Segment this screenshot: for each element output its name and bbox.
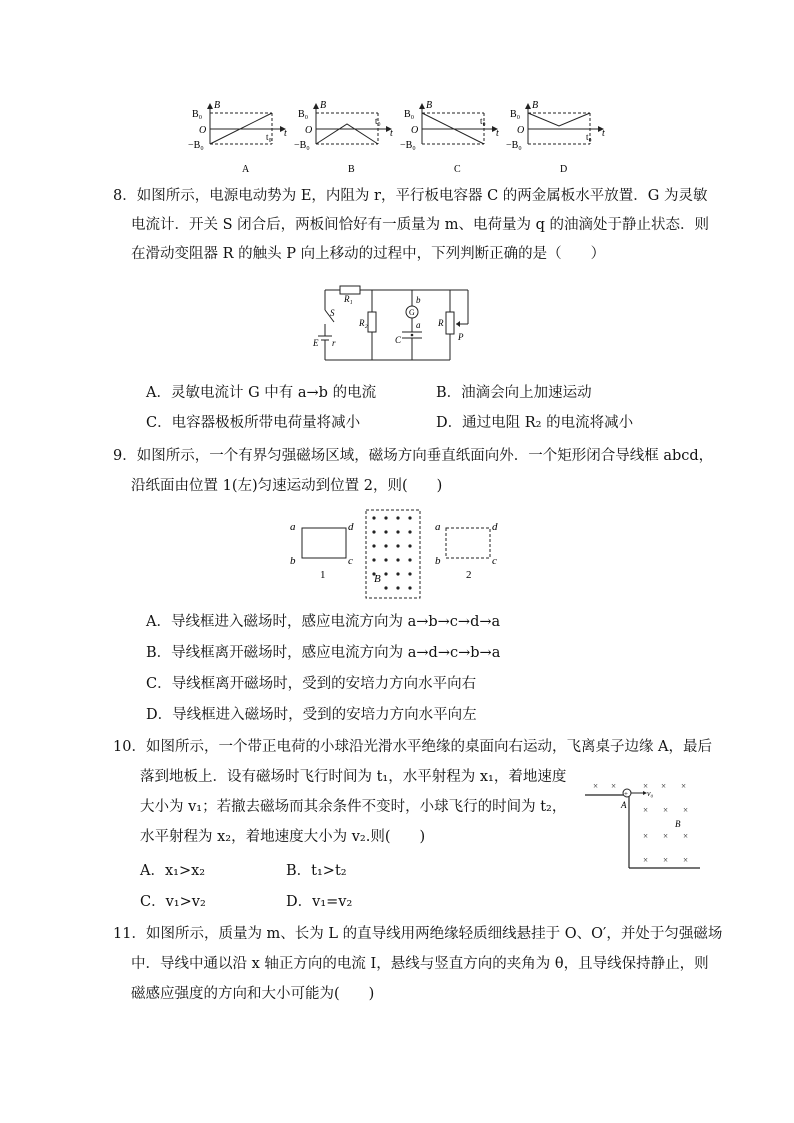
field-dot — [408, 572, 411, 575]
graph-a-t: t — [284, 128, 287, 139]
field-dot — [396, 586, 399, 589]
graph-b-negb0: −B₀ — [294, 140, 310, 151]
fig9-b2: b — [435, 555, 441, 567]
graph-c-negb0: −B₀ — [400, 140, 416, 151]
field-dot — [372, 530, 375, 533]
graph-d-t0: t₀ — [586, 132, 592, 142]
field-dot — [396, 544, 399, 547]
field-cross: × — [643, 781, 649, 791]
graph-a-bt: B — [214, 100, 221, 111]
graph-b-b0: B₀ — [298, 109, 309, 120]
graph-c-o: O — [411, 125, 419, 136]
fig9-c1: c — [348, 555, 353, 567]
field-dot — [408, 530, 411, 533]
field-cross: × — [663, 831, 669, 841]
fig9-c2: c — [492, 555, 497, 567]
field-cross: × — [593, 781, 599, 791]
circuit-label-a: a — [416, 320, 421, 330]
graph-c-t0: t₀ — [480, 116, 486, 126]
q9-option-d: D．导线框进入磁场时，受到的安培力方向水平向左 — [146, 707, 477, 723]
field-dot — [396, 572, 399, 575]
field-cross: × — [643, 805, 649, 815]
field-dot — [372, 558, 375, 561]
circuit-label-e: E — [313, 338, 319, 348]
fig10-a: A — [621, 800, 627, 810]
q10-option-b: B．t₁>t₂ — [286, 863, 347, 879]
field-dot — [384, 558, 387, 561]
field-cross: × — [663, 855, 669, 865]
circuit-label-s: S — [330, 308, 335, 318]
q9-stem-line2: 沿纸面由位置 1(左)匀速运动到位置 2，则( ) — [131, 478, 443, 494]
graph-c-label: C — [454, 164, 461, 175]
graph-a — [188, 100, 287, 175]
fig9-b-label: B — [374, 573, 381, 585]
fig10-plus: + — [624, 790, 628, 798]
field-dot — [384, 586, 387, 589]
circuit-label-r2: R₂ — [359, 318, 368, 328]
graph-d-o: O — [517, 125, 525, 136]
q8-circuit-diagram — [310, 280, 490, 370]
field-cross: × — [643, 855, 649, 865]
field-dot — [408, 544, 411, 547]
field-dot — [372, 516, 375, 519]
field-dot — [384, 530, 387, 533]
circuit-label-p: P — [458, 332, 464, 342]
field-cross: × — [663, 805, 669, 815]
graph-b — [294, 100, 393, 175]
q8-option-d: D．通过电阻 R₂ 的电流将减小 — [436, 415, 634, 431]
graph-a-o: O — [199, 125, 207, 136]
graph-a-b0: B₀ — [192, 109, 203, 120]
fig9-a2: a — [435, 521, 441, 533]
field-dot — [408, 586, 411, 589]
graph-c-bt: B — [426, 100, 433, 111]
field-cross: × — [611, 781, 617, 791]
circuit-label-c: C — [395, 335, 402, 345]
q11-stem-line1: 11．如图所示，质量为 m、长为 L 的直导线用两绝缘轻质细线悬挂于 O、O′，并处于匀强磁场 — [113, 926, 723, 942]
circuit-label-r: r — [332, 338, 336, 348]
graph-d — [506, 100, 605, 175]
top-graphs — [180, 96, 610, 178]
circuit-label-g: G — [409, 308, 415, 317]
field-dot — [384, 544, 387, 547]
field-dot — [384, 572, 387, 575]
circuit-label-b: b — [416, 295, 421, 305]
graph-d-t: t — [602, 128, 605, 139]
q8-stem-line1: 8．如图所示，电源电动势为 E，内阻为 r，平行板电容器 C 的两金属板水平放置．G 为灵敏 — [113, 188, 708, 204]
q11-stem-line2: 中．导线中通以沿 x 轴正方向的电流 I，悬线与竖直方向的夹角为 θ，且导线保持静止，则 — [131, 956, 709, 972]
field-dot — [408, 558, 411, 561]
fig9-d1: d — [348, 521, 354, 533]
field-cross: × — [661, 781, 667, 791]
field-cross: × — [683, 805, 689, 815]
field-dot — [372, 544, 375, 547]
q9-option-b: B．导线框离开磁场时，感应电流方向为 a→d→c→b→a — [146, 645, 501, 661]
q10-stem-line1: 10．如图所示，一个带正电荷的小球沿光滑水平绝缘的桌面向右运动，飞离桌子边缘 A，最后 — [113, 739, 713, 755]
graph-a-t0: t₀ — [266, 132, 272, 142]
fig10-b: B — [675, 819, 681, 829]
field-dot — [384, 516, 387, 519]
field-dot — [396, 558, 399, 561]
graph-c-t: t — [496, 128, 499, 139]
q8-option-c: C．电容器极板所带电荷量将减小 — [146, 415, 361, 431]
graph-b-t0: t₀ — [375, 116, 381, 126]
q8-option-a: A．灵敏电流计 G 中有 a→b 的电流 — [146, 385, 377, 401]
q9-figure — [284, 508, 510, 602]
fig9-pos1: 1 — [320, 569, 326, 581]
graph-c — [400, 100, 499, 175]
graph-b-label: B — [348, 164, 355, 175]
field-cross: × — [681, 781, 687, 791]
field-dot — [408, 516, 411, 519]
q9-option-c: C．导线框离开磁场时，受到的安培力方向水平向右 — [146, 676, 477, 692]
q11-stem-line3: 磁感应强度的方向和大小可能为( ) — [131, 986, 375, 1002]
q10-option-a: A．x₁>x₂ — [140, 863, 206, 879]
graph-c-b0: B₀ — [404, 109, 415, 120]
graph-a-label: A — [242, 164, 250, 175]
graph-b-bt: B — [320, 100, 327, 111]
graph-d-b0: B₀ — [510, 109, 521, 120]
circuit-label-rv: R — [438, 318, 444, 328]
q10-figure — [585, 778, 700, 870]
q8-stem-line2: 电流计．开关 S 闭合后，两板间恰好有一质量为 m、电荷量为 q 的油滴处于静止状态．则 — [131, 217, 710, 233]
graph-d-label: D — [560, 164, 568, 175]
graph-d-bt: B — [532, 100, 539, 111]
field-cross: × — [683, 831, 689, 841]
q8-option-b: B．油滴会向上加速运动 — [436, 385, 592, 401]
field-cross: × — [643, 831, 649, 841]
q10-option-d: D．v₁=v₂ — [286, 894, 353, 910]
field-cross: × — [683, 855, 689, 865]
q10-option-c: C．v₁>v₂ — [140, 894, 206, 910]
q10-stem-line2: 落到地板上．设有磁场时飞行时间为 t₁，水平射程为 x₁，着地速度 — [140, 769, 567, 785]
graph-b-t: t — [390, 128, 393, 139]
graph-d-negb0: −B₀ — [506, 140, 522, 151]
q10-stem-line3: 大小为 v₁；若撤去磁场而其余条件不变时，小球飞行的时间为 t₂， — [140, 799, 567, 815]
field-dot — [396, 516, 399, 519]
graph-a-negb0: −B₀ — [188, 140, 204, 151]
q8-stem-line3: 在滑动变阻器 R 的触头 P 向上移动的过程中，下列判断正确的是（ ） — [131, 246, 606, 262]
q10-stem-line4: 水平射程为 x₂，着地速度大小为 v₂.则( ) — [140, 829, 426, 845]
fig9-pos2: 2 — [466, 569, 472, 581]
field-dot — [396, 530, 399, 533]
fig10-v0: v₀ — [647, 789, 654, 798]
q9-option-a: A．导线框进入磁场时，感应电流方向为 a→b→c→d→a — [146, 614, 501, 630]
fig9-b1: b — [290, 555, 296, 567]
circuit-label-r1: R₁ — [344, 294, 353, 304]
fig9-d2: d — [492, 521, 498, 533]
q9-stem-line1: 9．如图所示，一个有界匀强磁场区域，磁场方向垂直纸面向外．一个矩形闭合导线框 abcd， — [113, 448, 714, 464]
fig9-a1: a — [290, 521, 296, 533]
graph-b-o: O — [305, 125, 313, 136]
